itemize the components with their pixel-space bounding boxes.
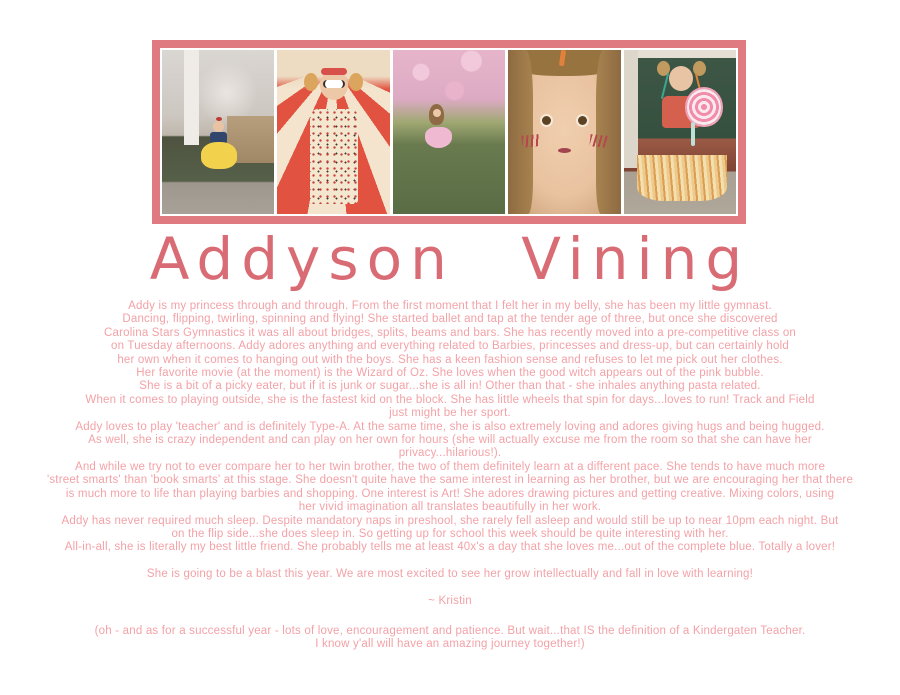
text-line: Carolina Stars Gymnastics it was all about bridges, splits, beams and bars. She has recently moved into a pre-competitive class on — [103, 326, 797, 339]
photo-lollipop-porch — [624, 50, 736, 214]
mouth-shape — [558, 148, 571, 153]
porch-column-shape — [184, 50, 199, 145]
lollipop-stick-shape — [691, 122, 695, 146]
text-line: her vivid imagination all translates beautifully in her work. — [298, 501, 602, 514]
photo-beach-umbrella — [277, 50, 389, 214]
photo-banner — [152, 40, 746, 224]
text-line: is much more to life than playing barbies and shopping. One interest is Art! She adores drawing pictures and getting creative. Mixing colors, using — [65, 487, 835, 500]
girl-head-shape — [669, 66, 693, 91]
pink-blossoms-shape — [393, 50, 505, 124]
yellow-skirt-shape — [201, 142, 237, 169]
text-line: privacy...hilarious!). — [398, 447, 502, 460]
hair-ribbon-shape — [661, 73, 669, 99]
closing-line: She is going to be a blast this year. We are most excited to see her grow intellectually and fall in love with learning! — [146, 567, 754, 580]
text-line: Addy is my princess through and through. From the first moment that I felt her in my belly, she has been my little gymnast. — [128, 300, 772, 312]
polka-dot-romper-shape — [310, 109, 358, 204]
text-line: Addy has never required much sleep. Despite mandatory naps in preshool, she rarely fell asleep and would still be up to near 10pm each night. But — [61, 514, 839, 527]
eye-shape — [542, 116, 551, 125]
pink-dress-shape — [425, 127, 452, 148]
text-line: Her favorite movie (at the moment) is the Wizard of Oz. She loves when the good witch appears out of the pink bubble. — [136, 367, 764, 380]
postscript-line: (oh - and as for a successful year - lots of love, encouragement and patience. But wait...that IS the definition of a Kindergaten Teacher. — [94, 624, 806, 637]
lollipop-shape — [687, 89, 721, 125]
text-line: Dancing, flipping, twirling, spinning and flying! She started ballet and tap at the tender age of three, but once she discovered — [122, 313, 778, 326]
photo-snow-white-costume — [162, 50, 274, 214]
text-line: 'street smarts' than 'book smarts' at this stage. She doesn't quite have the same interest in learning as her brother, but we are encouraging her that there — [46, 474, 854, 487]
text-line: All-in-all, she is literally my best little friend. She probably tells me at least 40x's a day that she loves me...out of the complete blue. Totally a lover! — [64, 541, 836, 554]
text-line: And while we try not to ever compare her to her twin brother, the two of them definitely learn at a different pace. She tends to have much more — [74, 460, 826, 473]
photo-blossom-field — [393, 50, 505, 214]
photo-face-closeup — [508, 50, 620, 214]
headband-shape — [321, 68, 347, 75]
grass-skirt-shape — [637, 155, 727, 201]
cheek-paint-shape — [590, 134, 608, 148]
text-line: on the flip side...she does sleep in. So getting up for school this week should be quite interesting with her. — [171, 527, 729, 540]
girl-head-shape — [213, 121, 224, 132]
pigtail-shape — [349, 73, 363, 91]
text-line: just might be her sport. — [389, 407, 511, 420]
pigtail-shape — [304, 73, 318, 91]
text-line: When it comes to playing outside, she is the fastest kid on the block. She has little wheels that spin for days...loves to run! Track and Field — [85, 393, 815, 406]
hair-left-shape — [508, 50, 533, 214]
body-text — [0, 300, 900, 651]
text-line: her own when it comes to hanging out with the boys. She has a keen fashion sense and refuses to let me pick out her clothes. — [117, 353, 783, 366]
text-line: She is a bit of a picky eater, but if it is junk or sugar...she is all in! Other than that - she inhales anything pasta related. — [139, 380, 761, 393]
cheek-paint-shape — [521, 134, 539, 148]
text-line: Addy loves to play 'teacher' and is definitely Type-A. At the same time, she is also extremely loving and adores giving hugs and being hugged. — [75, 420, 825, 433]
door-trim-shape — [624, 50, 639, 168]
text-line: on Tuesday afternoons. Addy adores anything and everything related to Barbies, princesses and dress-up, but can certainly hold — [111, 340, 789, 353]
sunglasses-shape — [323, 80, 345, 88]
postscript-line: I know y'all will have an amazing journey together!) — [315, 637, 585, 650]
hair-right-shape — [596, 50, 621, 214]
signature: ~ Kristin — [428, 595, 472, 608]
eye-shape — [578, 116, 587, 125]
text-line: As well, she is crazy independent and can play on her own for hours (she will actually excuse me from the room so that she can have her — [88, 434, 812, 447]
page-title: Addyson Vining — [149, 225, 751, 293]
